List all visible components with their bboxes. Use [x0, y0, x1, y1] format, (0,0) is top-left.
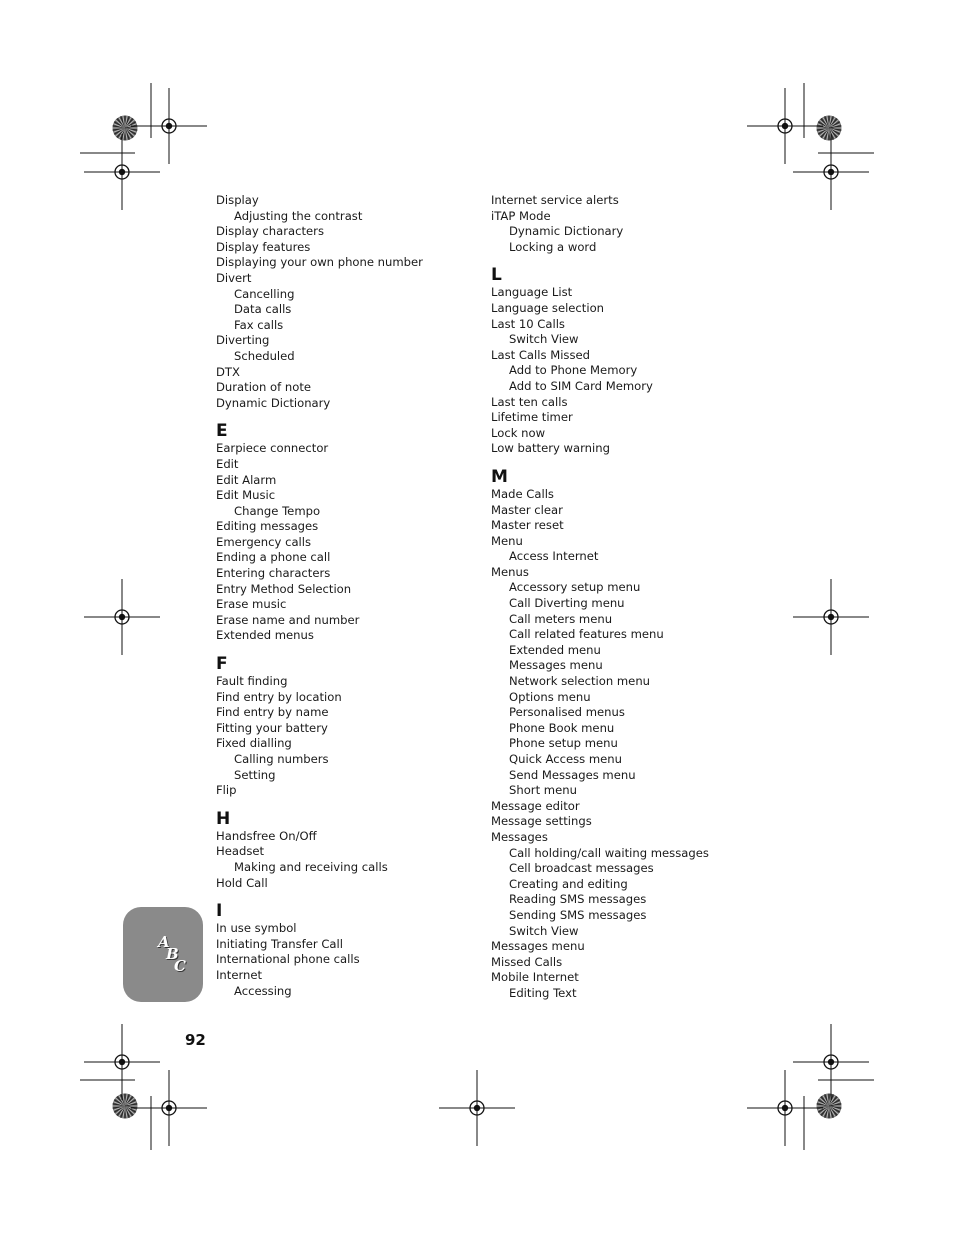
- crosshair-mark: [84, 134, 160, 210]
- index-subentry: Cancelling: [234, 286, 295, 301]
- index-entry: Made Calls: [491, 486, 554, 501]
- index-entry: Messages menu: [491, 939, 585, 954]
- index-entry: iTAP Mode: [491, 208, 551, 223]
- index-entry: Handsfree On/Off: [216, 828, 317, 843]
- index-entry: Edit: [216, 456, 239, 471]
- section-letter: L: [491, 265, 502, 286]
- index-entry: Displaying your own phone number: [216, 255, 423, 270]
- crosshair-mark: [84, 579, 160, 655]
- crosshair-mark: [793, 1024, 869, 1100]
- index-subentry: Fax calls: [234, 317, 284, 332]
- index-entry: Flip: [216, 783, 237, 798]
- index-entry: Entry Method Selection: [216, 581, 352, 596]
- index-subentry: Creating and editing: [509, 876, 628, 891]
- index-entry: Display characters: [216, 224, 324, 239]
- index-entry: In use symbol: [216, 921, 297, 936]
- index-subentry: Locking a word: [509, 239, 597, 254]
- section-letter: E: [216, 421, 228, 442]
- index-entry: Edit Music: [216, 488, 276, 503]
- index-entry: Last ten calls: [491, 394, 568, 409]
- index-entry: Duration of note: [216, 380, 312, 395]
- chapter-tab: [123, 907, 203, 1002]
- index-entry: Master reset: [491, 518, 564, 533]
- crosshair-mark: [439, 1070, 515, 1146]
- abc-index-icon: [156, 933, 190, 977]
- index-entry: DTX: [216, 364, 240, 379]
- index-subentry: Phone Book menu: [509, 720, 615, 735]
- index-subentry: Cell broadcast messages: [509, 861, 654, 876]
- index-entry: Fitting your battery: [216, 720, 328, 735]
- index-subentry: Change Tempo: [234, 503, 321, 518]
- index-entry: Diverting: [216, 333, 270, 348]
- index-subentry: Call holding/call waiting messages: [509, 845, 709, 860]
- index-section: [491, 467, 761, 1002]
- index-entry: Internet: [216, 967, 263, 982]
- index-entry: Language selection: [491, 300, 605, 315]
- logo-letter-b: B: [166, 945, 179, 963]
- index-entry: International phone calls: [216, 952, 360, 967]
- page-number: 92: [185, 1031, 206, 1049]
- index-subentry: Call Diverting menu: [509, 596, 625, 611]
- index-subentry: Add to Phone Memory: [509, 363, 638, 378]
- index-subentry: Personalised menus: [509, 705, 625, 720]
- index-entry: Mobile Internet: [491, 970, 579, 985]
- section-letter: I: [216, 901, 223, 922]
- index-section: [216, 654, 476, 799]
- index-subentry: Sending SMS messages: [509, 907, 647, 922]
- index-entry: Language List: [491, 285, 573, 300]
- index-subentry: Access Internet: [509, 549, 599, 564]
- index-subentry: Messages menu: [509, 658, 603, 673]
- index-section: [216, 901, 476, 999]
- index-subentry: Adjusting the contrast: [234, 208, 363, 223]
- index-subentry: Extended menu: [509, 642, 601, 657]
- index-section: [216, 193, 476, 411]
- index-section: [491, 193, 761, 255]
- index-entry: Initiating Transfer Call: [216, 936, 343, 951]
- index-entry: Low battery warning: [491, 441, 610, 456]
- index-entry: Editing messages: [216, 519, 319, 534]
- section-letter: F: [216, 654, 228, 675]
- index-entry: Extended menus: [216, 628, 314, 643]
- index-subentry: Quick Access menu: [509, 752, 622, 766]
- index-subentry: Send Messages menu: [509, 767, 636, 782]
- index-entry: Divert: [216, 270, 252, 285]
- index-subentry: Options menu: [509, 689, 591, 704]
- index-subentry: Editing Text: [509, 985, 577, 1000]
- crosshair-mark: [747, 88, 823, 164]
- crosshair-mark: [793, 579, 869, 655]
- index-subentry: Network selection menu: [509, 674, 651, 689]
- crosshair-mark: [131, 1070, 207, 1146]
- index-entry: Master clear: [491, 502, 563, 517]
- index-entry: Erase music: [216, 597, 287, 612]
- index-subentry: Switch View: [509, 923, 579, 938]
- index-section: [491, 265, 761, 457]
- index-entry: Menus: [491, 564, 529, 579]
- index-subentry: Call related features menu: [509, 627, 664, 642]
- crosshair-mark: [793, 134, 869, 210]
- index-entry: Missed Calls: [491, 954, 563, 969]
- index-subentry: Call meters menu: [509, 611, 613, 626]
- index-entry: Last 10 Calls: [491, 316, 565, 331]
- index-entry: Messages: [491, 829, 548, 844]
- index-entry: Find entry by location: [216, 689, 342, 704]
- section-letter: M: [491, 466, 508, 487]
- index-column-right: [491, 193, 761, 1002]
- index-subentry: Phone setup menu: [509, 736, 618, 751]
- logo-letter-c: C: [174, 957, 186, 975]
- index-entry: Dynamic Dictionary: [216, 395, 331, 410]
- index-subentry: Add to SIM Card Memory: [509, 378, 653, 393]
- index-subentry: Switch View: [509, 332, 579, 347]
- index-section: [216, 421, 476, 644]
- index-section: [216, 809, 476, 891]
- index-entry: Display: [216, 193, 259, 207]
- index-entry: Last Calls Missed: [491, 347, 590, 362]
- index-subentry: Reading SMS messages: [509, 892, 647, 907]
- index-subentry: Accessing: [234, 983, 292, 998]
- index-entry: Edit Alarm: [216, 472, 277, 487]
- index-entry: Entering characters: [216, 566, 331, 581]
- index-subentry: Short menu: [509, 783, 577, 798]
- index-entry: Menu: [491, 533, 523, 548]
- starburst-mark: [113, 1094, 138, 1119]
- index-subentry: Dynamic Dictionary: [509, 224, 624, 239]
- index-subentry: Data calls: [234, 302, 292, 317]
- index-entry: Earpiece connector: [216, 441, 329, 456]
- section-letter: H: [216, 808, 231, 829]
- index-column-left: [216, 193, 476, 999]
- index-entry: Emergency calls: [216, 534, 312, 549]
- index-entry: Lifetime timer: [491, 410, 573, 425]
- index-entry: Headset: [216, 844, 265, 859]
- index-entry: Fault finding: [216, 674, 288, 689]
- crosshair-mark: [747, 1070, 823, 1146]
- index-entry: Lock now: [491, 425, 546, 440]
- starburst-mark: [113, 116, 138, 141]
- index-entry: Ending a phone call: [216, 550, 331, 565]
- crosshair-mark: [84, 1024, 160, 1100]
- index-subentry: Accessory setup menu: [509, 580, 641, 595]
- starburst-mark: [817, 116, 842, 141]
- index-subentry: Calling numbers: [234, 752, 329, 766]
- index-entry: Message editor: [491, 798, 580, 813]
- crosshair-mark: [131, 88, 207, 164]
- index-entry: Find entry by name: [216, 705, 329, 720]
- index-subentry: Making and receiving calls: [234, 859, 388, 874]
- index-entry: Erase name and number: [216, 612, 360, 627]
- index-entry: Hold Call: [216, 875, 268, 890]
- index-entry: Display features: [216, 239, 311, 254]
- starburst-mark: [817, 1094, 842, 1119]
- index-subentry: Setting: [234, 767, 276, 782]
- index-entry: Message settings: [491, 814, 592, 829]
- index-entry: Fixed dialling: [216, 736, 292, 751]
- logo-letter-a: A: [158, 933, 170, 951]
- index-subentry: Scheduled: [234, 348, 295, 363]
- index-entry: Internet service alerts: [491, 193, 619, 207]
